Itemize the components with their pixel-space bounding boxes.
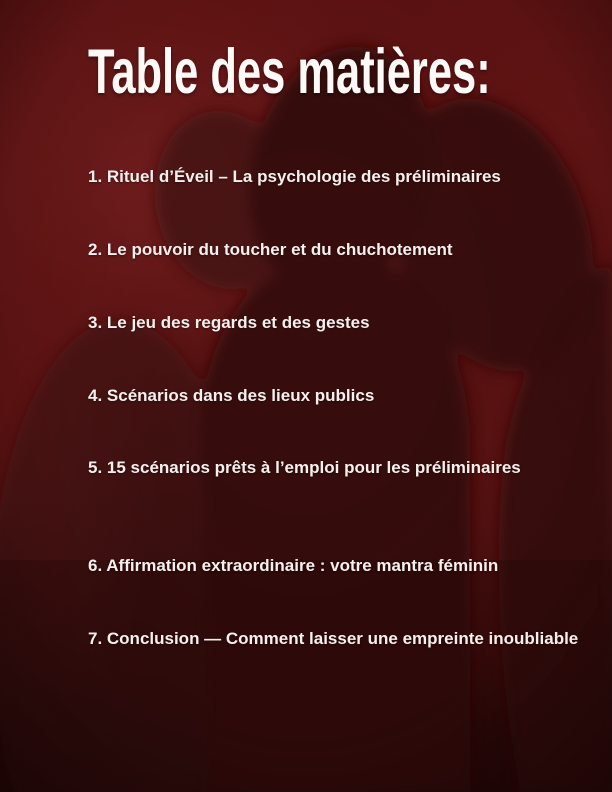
toc-item-5: 5. 15 scénarios prêts à l’emploi pour les préliminaires [88,458,521,477]
toc-item-6: 6. Affirmation extraordinaire : votre mantra féminin [88,556,499,575]
toc-item-3: 3. Le jeu des regards et des gestes [88,313,370,332]
page-title: Table des matières: [88,37,491,107]
toc-item-7: 7. Conclusion — Comment laisser une empreinte inoubliable [88,629,579,648]
toc-item-4: 4. Scénarios dans des lieux publics [88,386,375,405]
toc-item-1: 1. Rituel d’Éveil – La psychologie des préliminaires [88,167,501,186]
toc-item-2: 2. Le pouvoir du toucher et du chuchotement [88,240,453,259]
